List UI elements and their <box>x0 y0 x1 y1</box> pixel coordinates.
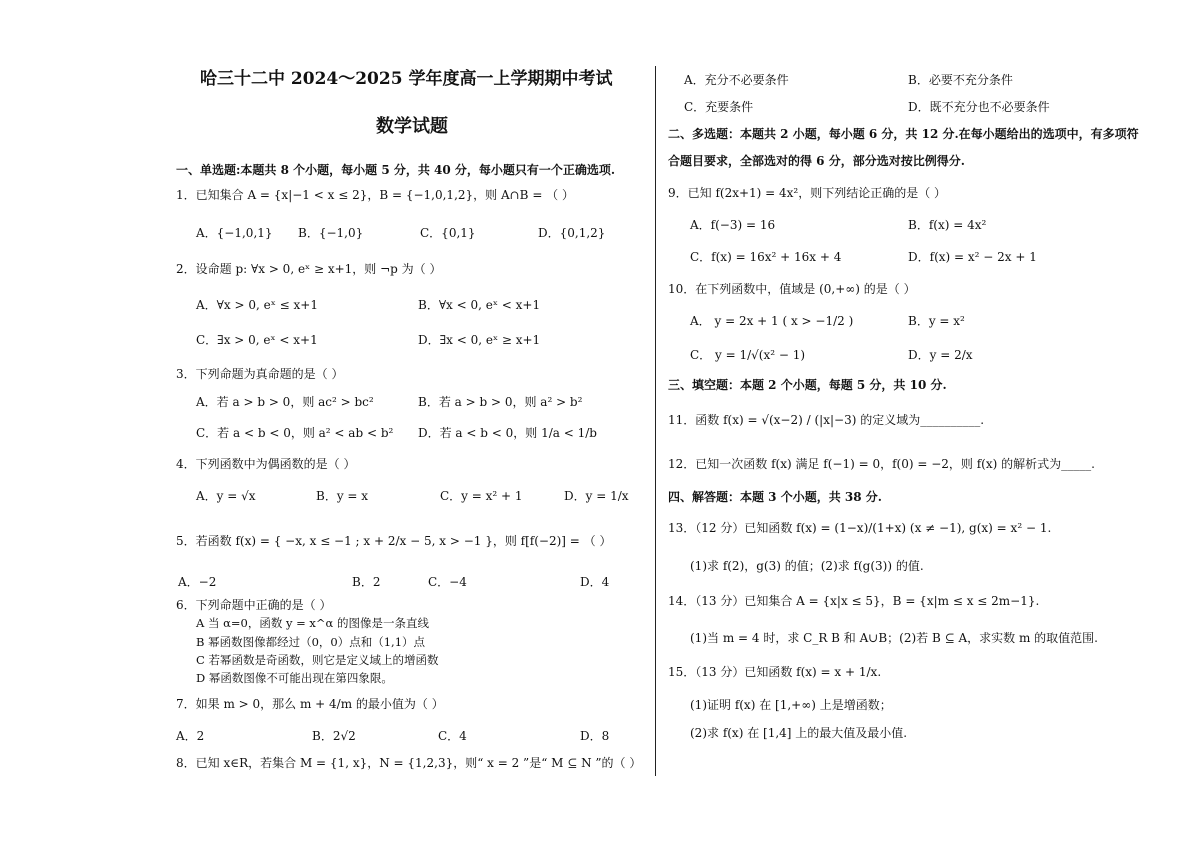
q8-option-c: C．充要条件 <box>684 100 754 114</box>
exam-title: 哈三十二中 2024～2025 学年度高一上学期期中考试 <box>200 69 613 89</box>
question-1: 1．已知集合 A = {x|−1 < x ≤ 2}，B = {−1,0,1,2}，则 A∩B = （ ） <box>176 188 574 202</box>
question-13-subparts: (1)求 f(2)，g(3) 的值；(2)求 f(g(3)) 的值. <box>690 559 924 573</box>
question-14-subparts: (1)当 m = 4 时，求 C_R B 和 A∪B；(2)若 B ⊆ A，求实数 m 的取值范围. <box>690 631 1098 645</box>
q7-option-b: B．2√2 <box>312 729 356 743</box>
q9-option-c: C．f(x) = 16x² + 16x + 4 <box>690 250 842 264</box>
q8-option-d: D．既不充分也不必要条件 <box>908 100 1050 114</box>
q9-option-d: D．f(x) = x² − 2x + 1 <box>908 250 1037 264</box>
section-single-choice: 一、单选题:本题共 8 个小题，每小题 5 分，共 40 分，每小题只有一个正确选项. <box>176 163 616 177</box>
section-solutions: 四、解答题：本题 3 个小题，共 38 分. <box>668 490 882 504</box>
q1-option-c: C．{0,1} <box>420 226 476 240</box>
question-11: 11．函数 f(x) = √(x−2) / (|x|−3) 的定义域为__________. <box>668 413 985 427</box>
q1-option-a: A．{−1,0,1} <box>196 226 273 240</box>
q3-option-a: A．若 a > b > 0，则 ac² > bc² <box>196 395 374 409</box>
q5-option-a: A．−2 <box>178 575 217 589</box>
q5-option-b: B．2 <box>352 575 381 589</box>
q10-option-c: C． y = 1/√(x² − 1) <box>690 348 806 362</box>
q1-option-b: B．{−1,0} <box>298 226 364 240</box>
q2-option-b: B．∀x < 0, eˣ < x+1 <box>418 298 541 312</box>
q3-option-c: C．若 a < b < 0，则 a² < ab < b² <box>196 426 394 440</box>
q6-option-d: D 幂函数图像不可能出现在第四象限。 <box>196 671 393 685</box>
q6-option-c: C 若幂函数是奇函数，则它是定义域上的增函数 <box>196 653 439 667</box>
q2-option-d: D．∃x < 0, eˣ ≥ x+1 <box>418 333 541 347</box>
exam-subtitle: 数学试题 <box>376 116 448 137</box>
q4-option-a: A．y = √x <box>196 489 256 503</box>
q1-option-d: D．{0,1,2} <box>538 226 606 240</box>
q10-option-b: B．y = x² <box>908 314 965 328</box>
question-15-part1: (1)证明 f(x) 在 [1,+∞) 上是增函数； <box>690 698 892 712</box>
q4-option-d: D．y = 1/x <box>564 489 629 503</box>
question-15: 15．（13 分）已知函数 f(x) = x + 1/x. <box>668 665 882 679</box>
question-8: 8．已知 x∈R，若集合 M = {1, x}，N = {1,2,3}，则“ x = 2 ”是“ M ⊆ N ”的（ ） <box>176 756 642 770</box>
question-12: 12．已知一次函数 f(x) 满足 f(−1) = 0，f(0) = −2，则 f(x) 的解析式为_____. <box>668 457 1095 471</box>
question-3: 3．下列命题为真命题的是（ ） <box>176 367 344 381</box>
q8-option-b: B．必要不充分条件 <box>908 73 1013 87</box>
section-multi-choice-line2: 合题目要求，全部选对的得 6 分，部分选对按比例得分. <box>668 154 965 168</box>
q6-option-a: A 当 α=0，函数 y = x^α 的图像是一条直线 <box>196 616 429 630</box>
question-4: 4．下列函数中为偶函数的是（ ） <box>176 457 356 471</box>
question-2: 2．设命题 p: ∀x > 0, eˣ ≥ x+1，则 ¬p 为（ ） <box>176 262 442 276</box>
q3-option-b: B．若 a > b > 0，则 a² > b² <box>418 395 583 409</box>
question-7: 7．如果 m > 0，那么 m + 4/m 的最小值为（ ） <box>176 697 444 711</box>
question-5: 5．若函数 f(x) = { −x, x ≤ −1 ; x + 2/x − 5, x > −1 }，则 f[f(−2)] = （ ） <box>176 534 612 548</box>
q7-option-d: D．8 <box>580 729 610 743</box>
q5-option-d: D．4 <box>580 575 610 589</box>
q6-option-b: B 幂函数图像都经过（0，0）点和（1,1）点 <box>196 635 426 649</box>
section-multi-choice-line1: 二、多选题：本题共 2 小题，每小题 6 分，共 12 分.在每小题给出的选项中，有多项符 <box>668 127 1139 141</box>
question-9: 9．已知 f(2x+1) = 4x²，则下列结论正确的是（ ） <box>668 186 947 200</box>
column-divider <box>655 66 656 776</box>
q7-option-a: A．2 <box>176 729 205 743</box>
q8-option-a: A．充分不必要条件 <box>684 73 789 87</box>
question-14: 14．（13 分）已知集合 A = {x|x ≤ 5}，B = {x|m ≤ x ≤ 2m−1}. <box>668 594 1040 608</box>
section-fill-in: 三、填空题：本题 2 个小题，每题 5 分，共 10 分. <box>668 378 947 392</box>
q10-option-d: D．y = 2/x <box>908 348 973 362</box>
question-6: 6．下列命题中正确的是（ ） <box>176 598 332 612</box>
q5-option-c: C．−4 <box>428 575 467 589</box>
q10-option-a: A． y = 2x + 1 ( x > −1/2 ) <box>690 314 854 328</box>
q4-option-c: C．y = x² + 1 <box>440 489 523 503</box>
q3-option-d: D．若 a < b < 0，则 1/a < 1/b <box>418 426 597 440</box>
q2-option-a: A．∀x > 0, eˣ ≤ x+1 <box>196 298 318 312</box>
q9-option-b: B．f(x) = 4x² <box>908 218 987 232</box>
q9-option-a: A．f(−3) = 16 <box>690 218 776 232</box>
q4-option-b: B．y = x <box>316 489 369 503</box>
q7-option-c: C．4 <box>438 729 467 743</box>
question-13: 13．（12 分）已知函数 f(x) = (1−x)/(1+x) (x ≠ −1), g(x) = x² − 1. <box>668 521 1052 535</box>
question-10: 10．在下列函数中，值域是 (0,+∞) 的是（ ） <box>668 282 916 296</box>
q2-option-c: C．∃x > 0, eˣ < x+1 <box>196 333 318 347</box>
question-15-part2: (2)求 f(x) 在 [1,4] 上的最大值及最小值. <box>690 726 908 740</box>
